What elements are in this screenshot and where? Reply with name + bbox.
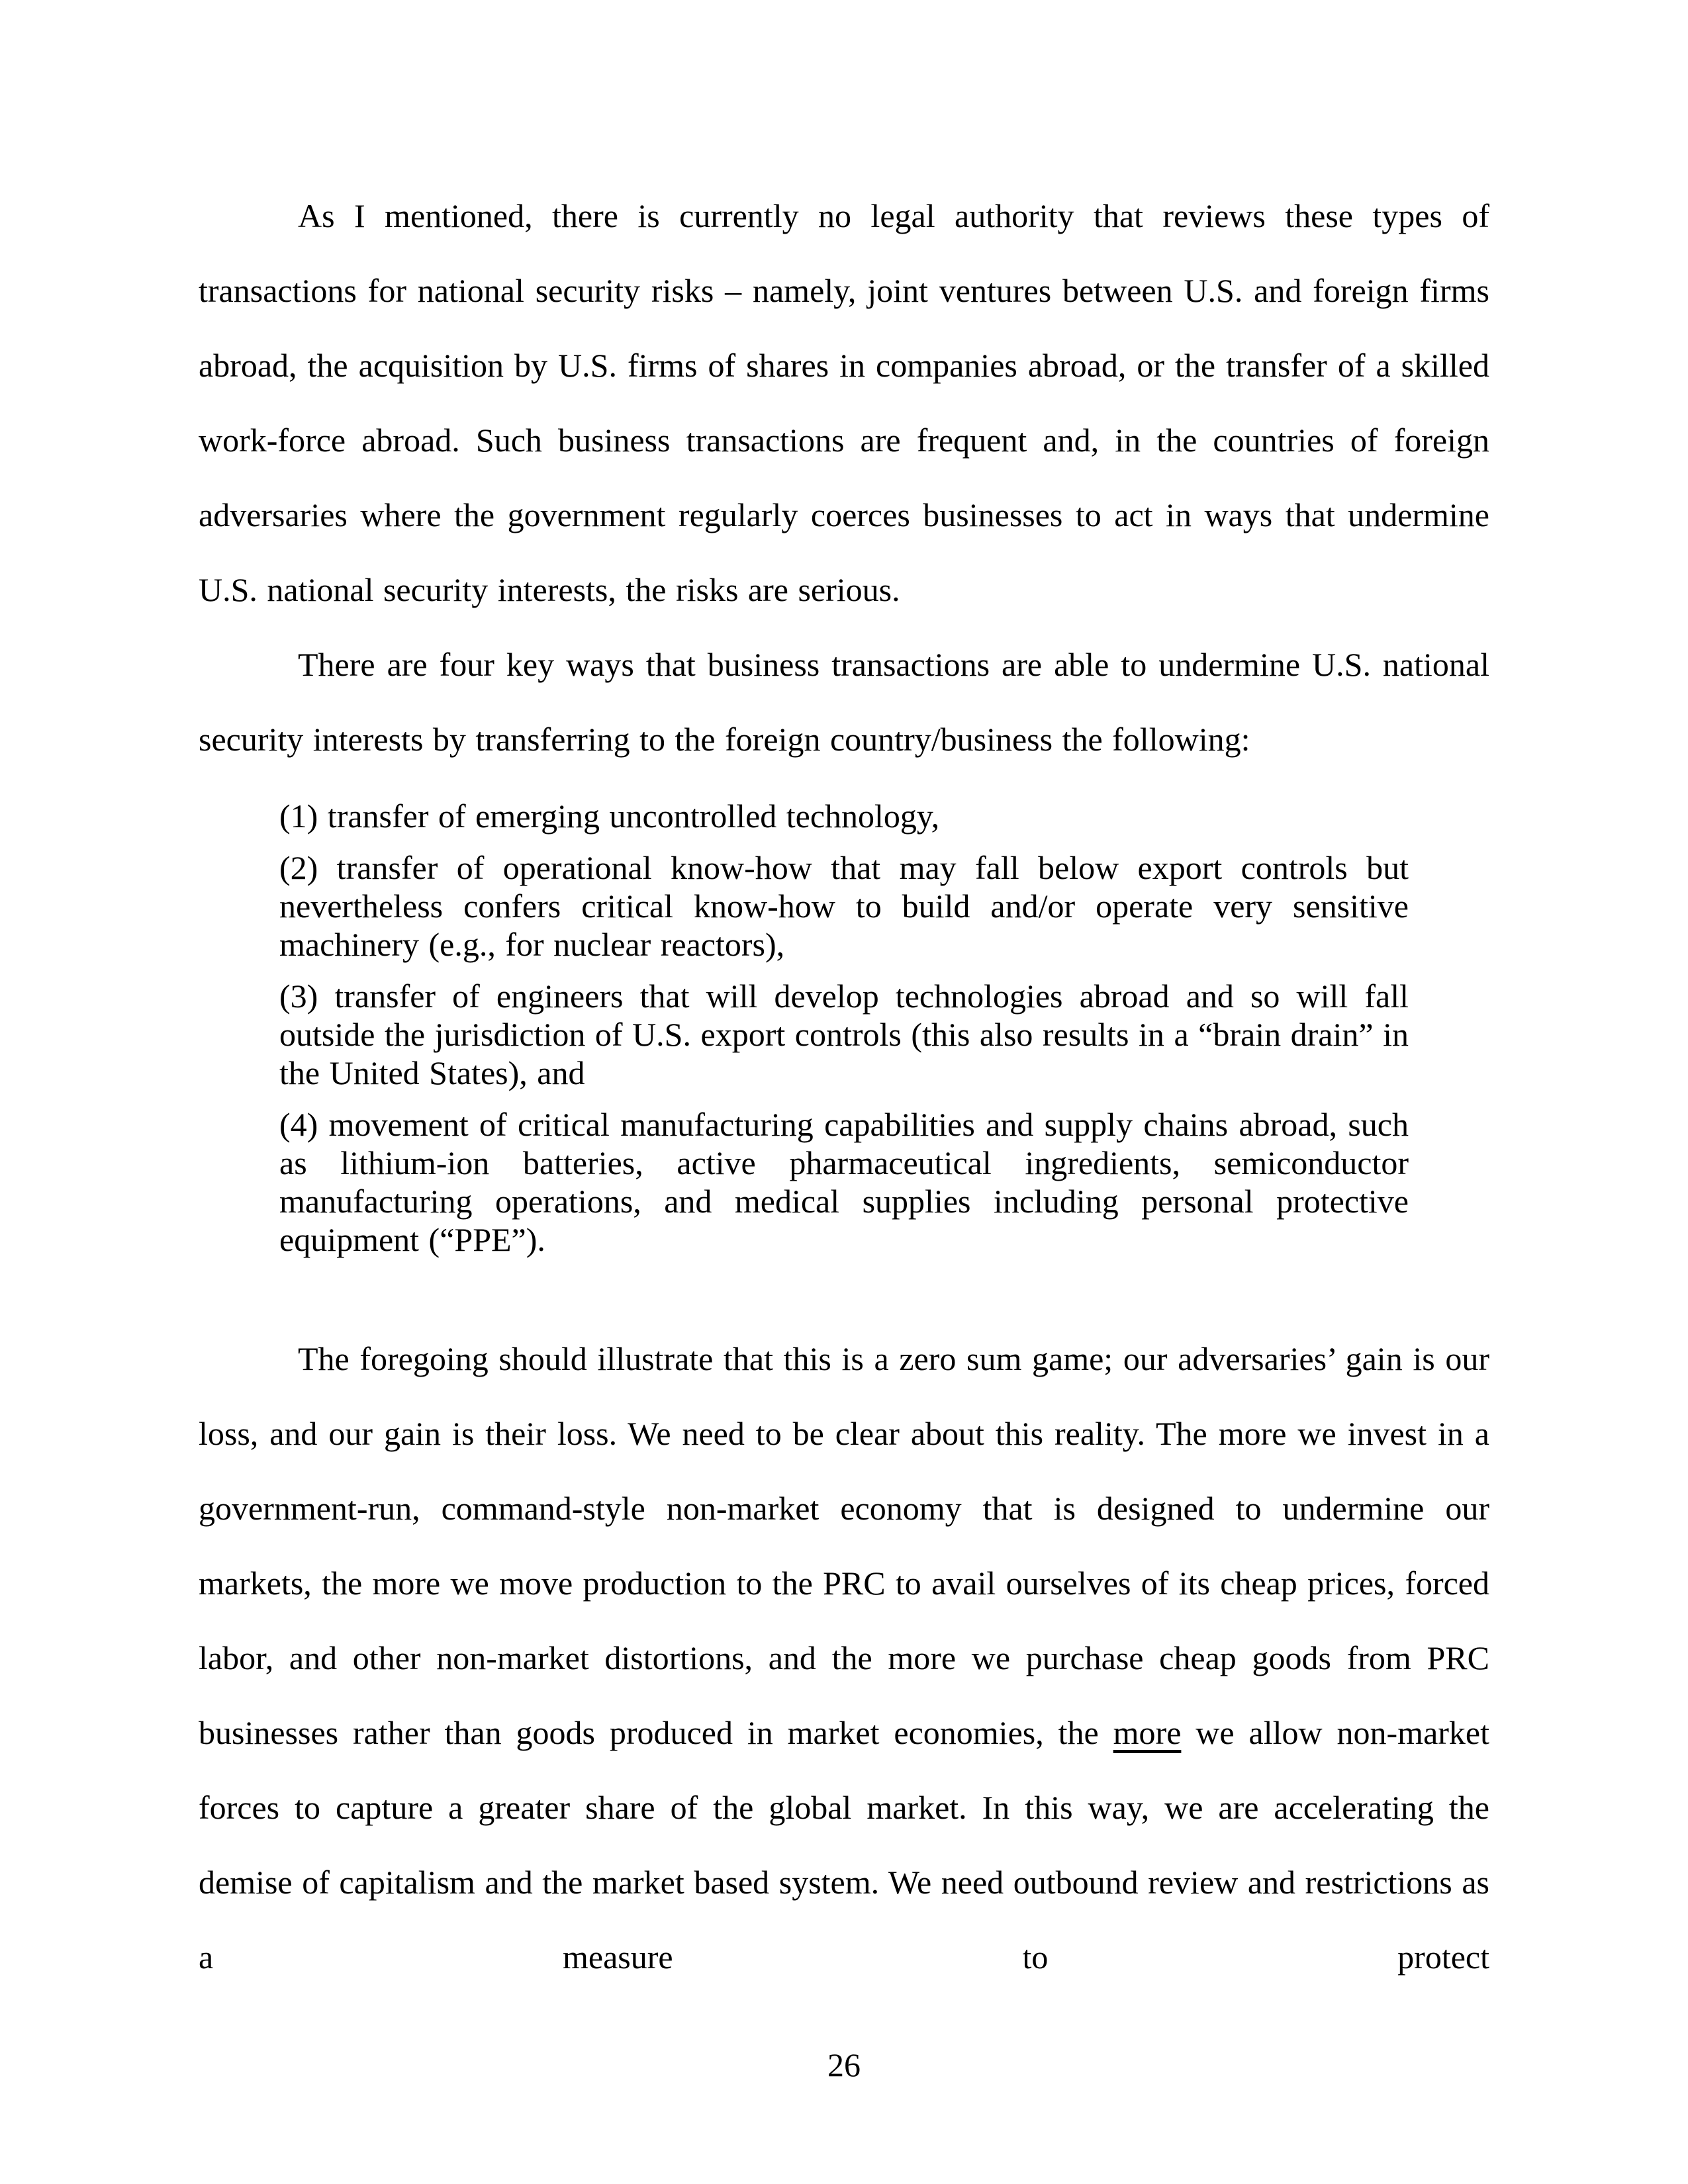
list-item-2: (2) transfer of operational know-how that may fall below export controls but nevertheless confers critical know-how to build and/or operate very sensitive machinery (e.g., for nuclear reactors),: [279, 849, 1409, 963]
paragraph-no-legal-authority: As I mentioned, there is currently no legal authority that reviews these types of transactions for national security risks – namely, joint ventures between U.S. and foreign firms abroad, the acquisition by U.S. firms of shares in companies abroad, or the transfer of a skilled work-force abroad. Such business transactions are frequent and, in the countries of foreign adversaries where the government regularly coerces businesses to act in ways that undermine U.S. national security interests, the risks are serious.: [199, 197, 1489, 608]
closing-text-after: we allow non-market forces to capture a greater share of the global market. In this way, we are accelerating the demise of capitalism and the market based system. We need outbound review and restrictions as a measure to protect: [199, 1714, 1490, 1976]
paragraph-zero-sum-game: [199, 1322, 1489, 1995]
list-item-4: (4) movement of critical manufacturing capabilities and supply chains abroad, such as lithium-ion batteries, active pharmaceutical ingredients, semiconductor manufacturing operations, and medical supplies including personal protective equipment (“PPE”).: [279, 1106, 1409, 1258]
text-block: [199, 179, 1489, 1995]
list-item-3: (3) transfer of engineers that will develop technologies abroad and so will fall outside the jurisdiction of U.S. export controls (this also results in a “brain drain” in the United States), and: [279, 978, 1409, 1091]
numbered-list: [279, 797, 1409, 1259]
paragraph-four-key-ways: There are four key ways that business transactions are able to undermine U.S. national security interests by transferring to the foreign country/business the following:: [199, 646, 1489, 758]
closing-text-before: The foregoing should illustrate that this is a zero sum game; our adversaries’ gain is our loss, and our gain is their loss. We need to be clear about this reality. The more we invest in a government-run, command-style non-market economy that is designed to undermine our markets, the more we move production to the PRC to avail ourselves of its cheap prices, forced labor, and other non-market distortions, and the more we purchase cheap goods from PRC businesses rather than goods produced in market economies, the: [199, 1340, 1489, 1751]
list-item-1: (1) transfer of emerging uncontrolled technology,: [279, 797, 940, 835]
page-number: 26: [827, 2046, 861, 2083]
underlined-word-more: more: [1113, 1714, 1182, 1751]
